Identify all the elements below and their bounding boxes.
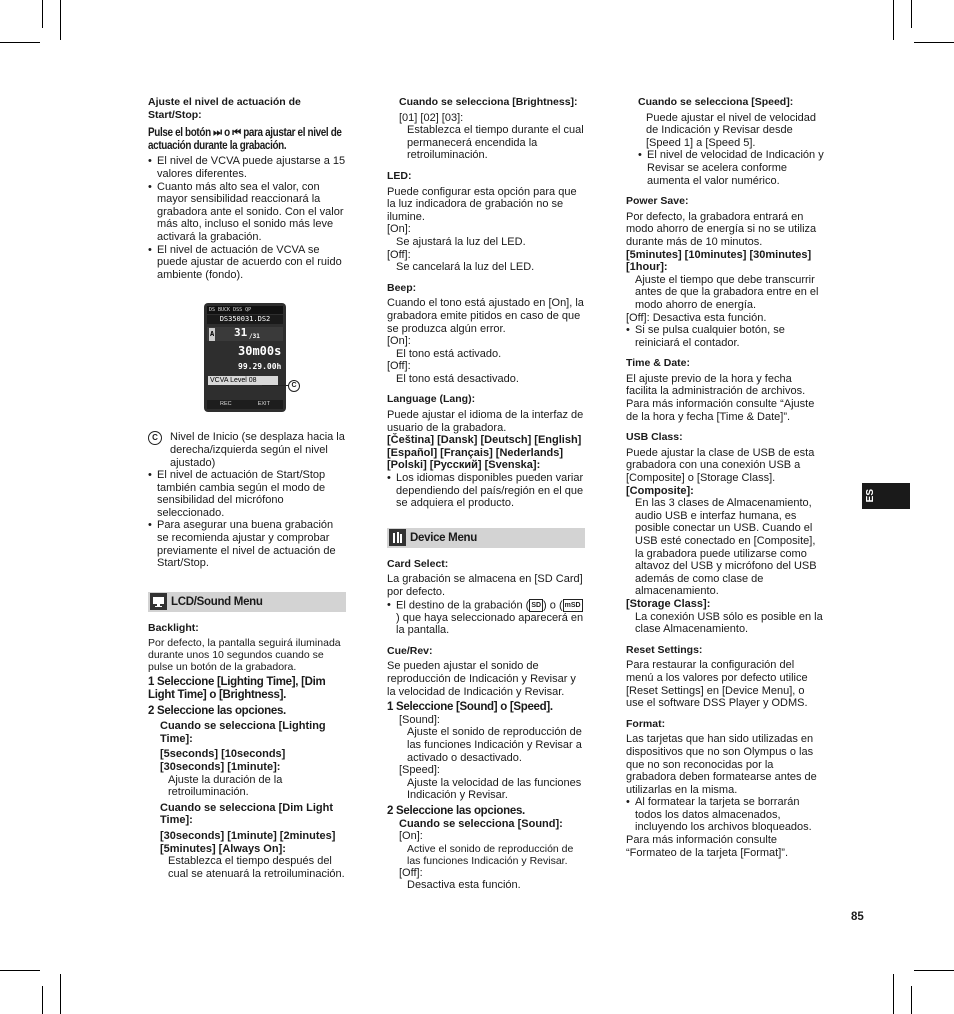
crop-mark	[60, 974, 61, 1014]
sound-off-label: [Off]:	[399, 866, 423, 879]
heading-led: LED:	[387, 169, 412, 182]
power-text: Por defecto, la grabadora entrará en modo ahorro de energía si no se utiliza durante más de 10 minutos.	[626, 210, 817, 248]
format-text: Las tarjetas que han sido utilizadas en dispositivos que no son Olympus o las que no son reconocidas por la grabadora deben formatearse antes de utilizarlas en la misma.	[626, 733, 817, 796]
heading-beep: Beep:	[387, 281, 417, 294]
dim-description: Establezca el tiempo después del cual se atenuará la retroiluminación.	[168, 855, 345, 880]
monitor-icon	[150, 593, 167, 610]
list-item: • El nivel de actuación de VCVA se puede ajustar de acuerdo con el ruido ambiente (fondo).	[148, 244, 346, 282]
led-on-label: [On]:	[387, 223, 411, 236]
time-text: El ajuste previo de la hora y fecha facilita la administración de archivos. Para más información consulte “Ajuste de la hora y fecha [Time & Date]”.	[626, 372, 815, 423]
speed-label: [Speed]:	[399, 764, 440, 777]
beep-on-desc: El tono está activado.	[396, 347, 502, 360]
lcd-vcva-level: VCVA Level 08	[208, 376, 278, 385]
callout-c-icon: C	[148, 431, 162, 445]
section-title: Device Menu	[410, 531, 478, 544]
speed-description: Ajuste la velocidad de las funciones Indicación y Revisar.	[407, 776, 582, 802]
step-1: 1 Seleccione [Sound] o [Speed].	[387, 701, 553, 714]
callout-text: Nivel de Inicio (se desplaza hacia la derecha/izquierda según el nivel ajustado)	[170, 431, 345, 469]
format-more: Para más información consulte “Formateo de la tarjeta [Format]”.	[626, 834, 788, 859]
crop-mark	[911, 0, 912, 28]
heading-power-save: Power Save:	[626, 195, 689, 208]
section-header-lcd-sound	[148, 592, 346, 612]
list-item: • El nivel de VCVA puede ajustarse a 15 valores diferentes.	[148, 155, 346, 180]
language-options: [Čeština] [Dansk] [Deutsch] [English] [Español] [Français] [Nederlands] [Polski] [Русский] [Svenska]:	[387, 434, 582, 472]
heading-startstop: Ajuste el nivel de actuación de Start/Stop:	[148, 96, 301, 121]
page-number: 85	[851, 911, 864, 923]
sound-label: [Sound]:	[399, 713, 440, 726]
language-text: Puede ajustar el idioma de la interfaz de usuario de la grabadora.	[387, 409, 584, 434]
heading-lighting-time: Cuando se selecciona [Lighting Time]:	[160, 720, 326, 745]
heading-card-select: Card Select:	[387, 557, 449, 570]
bullet-list	[626, 796, 824, 834]
section-title: LCD/Sound Menu	[171, 595, 263, 608]
usb-text: Puede ajustar la clase de USB de esta grabadora con una conexión USB a [Composite] o [Storage Class].	[626, 446, 815, 485]
led-text: Puede configurar esta opción para que la luz indicadora de grabación no se ilumine.	[387, 185, 577, 223]
press-instruction: Pulse el botón ⏭ o ⏮ para ajustar el nivel de actuación durante la grabación.	[148, 127, 342, 152]
section-header-device	[387, 528, 585, 548]
column-1	[148, 96, 346, 880]
list-item: • Al formatear la tarjeta se borrarán todos los datos almacenados, incluyendo los archivos bloqueados.	[626, 796, 824, 834]
crop-mark	[914, 42, 954, 43]
sound-description: Ajuste el sonido de reproducción de las funciones Indicación y Revisar a activado o desactivado.	[407, 726, 582, 764]
heading-usb-class: USB Class:	[626, 431, 683, 444]
list-item: • Si se pulsa cualquier botón, se reiniciará el contador.	[626, 324, 824, 349]
card-text: La grabación se almacena en [SD Card] por defecto.	[387, 573, 583, 598]
bullet-list	[387, 599, 585, 637]
lcd-elapsed-time: 30m00s	[238, 344, 282, 359]
led-off-label: [Off]:	[387, 248, 411, 261]
dim-options: [30seconds] [1minute] [2minutes] [5minutes] [Always On]:	[160, 829, 336, 855]
crop-mark	[0, 970, 40, 971]
lcd-filename: DS350031.DS2	[207, 315, 283, 324]
lcd-footer	[207, 400, 283, 409]
list-item: • El nivel de actuación de Start/Stop también cambia según el modo de sensibilidad del micrófono seleccionado.	[148, 469, 346, 519]
microsd-card-icon: mSD	[563, 599, 583, 612]
beep-off-label: [Off]:	[387, 360, 411, 373]
crop-mark	[60, 0, 61, 40]
crop-mark	[42, 986, 43, 1014]
crop-mark	[0, 42, 40, 43]
sound-on-label: [On]:	[399, 830, 423, 843]
composite-description: En las 3 clases de Almacenamiento, audio USB e interfaz humana, es posible conectar un USB. Cuando el USB esté conectado en [Composite], la grabadora puede utilizarse como altavoz del USB y micrófono del USB además de como clase de almacenamiento.	[635, 497, 817, 598]
heading-format: Format:	[626, 717, 666, 730]
crop-mark	[914, 970, 954, 971]
step-2: 2 Seleccione las opciones.	[148, 704, 286, 717]
callout-c-icon: C	[288, 380, 300, 392]
bullet-list	[626, 149, 824, 187]
heading-reset: Reset Settings:	[626, 643, 703, 656]
lcd-foot-left: REC	[220, 401, 232, 408]
tools-icon	[389, 529, 406, 546]
card-bullet-text: ) que haya seleccionado aparecerá en la pantalla.	[396, 611, 584, 637]
heading-brightness: Cuando se selecciona [Brightness]:	[399, 96, 578, 108]
brightness-options: [01] [02] [03]:	[399, 111, 464, 124]
bullet-list	[626, 324, 824, 349]
lcd-screen-illustration	[204, 303, 304, 413]
beep-text: Cuando el tono está ajustado en [On], la grabadora emite pitidos en caso de que se produzca algún error.	[387, 297, 584, 335]
heading-sound-select: Cuando se selecciona [Sound]:	[399, 817, 563, 830]
lcd-file-total: /31	[249, 333, 260, 341]
language-tab-label: ES	[865, 489, 876, 503]
lighting-options: [5seconds] [10seconds] [30seconds] [1minute]:	[160, 748, 286, 773]
crop-mark	[893, 974, 894, 1014]
lcd-status-bar: DS BUCK DSS QP	[207, 306, 283, 314]
heading-cue-rev: Cue/Rev:	[387, 644, 433, 657]
power-off: [Off]: Desactiva esta función.	[626, 311, 767, 324]
list-item: • Para asegurar una buena grabación se recomienda ajustar y comprobar previamente el nivel de actuación de Start/Stop.	[148, 519, 346, 569]
list-item: • Cuanto más alto sea el valor, con mayor sensibilidad reaccionará la grabadora ante el sonido. Con el valor más alto, incluso el sonido más leve activará la grabación.	[148, 181, 346, 244]
crop-mark	[893, 0, 894, 40]
column-2	[387, 96, 585, 892]
step-1: 1 Seleccione [Lighting Time], [Dim Light Time] o [Brightness].	[148, 676, 326, 702]
storage-label: [Storage Class]:	[626, 597, 711, 610]
crop-mark	[42, 0, 43, 28]
card-bullet-text: ) o (	[543, 599, 563, 611]
power-description: Ajuste el tiempo que debe transcurrir antes de que la grabadora entre en el modo ahorro de energía.	[635, 273, 819, 311]
heading-dim-light: Cuando se selecciona [Dim Light Time]:	[160, 801, 333, 827]
brightness-description: Establezca el tiempo durante el cual permanecerá encendida la retroiluminación.	[407, 124, 584, 162]
backlight-text: Por defecto, la pantalla seguirá iluminada durante unos 10 segundos cuando se pulse un botón de la grabadora.	[148, 637, 341, 674]
heading-language: Language (Lang):	[387, 393, 476, 406]
beep-off-desc: El tono está desactivado.	[396, 372, 519, 385]
lcd-foot-right: EXIT	[257, 401, 270, 408]
bullet-list	[387, 472, 585, 510]
step-2: 2 Seleccione las opciones.	[387, 804, 525, 817]
led-off-desc: Se cancelará la luz del LED.	[396, 261, 535, 274]
heading-time-date: Time & Date:	[626, 357, 690, 370]
lcd-folder: A	[209, 328, 215, 341]
lcd-display	[204, 303, 286, 412]
lcd-remaining-time: 99.29.00h	[238, 362, 282, 372]
sound-off-desc: Desactiva esta función.	[407, 879, 521, 892]
led-on-desc: Se ajustará la luz del LED.	[396, 235, 526, 248]
bullet-list	[148, 469, 346, 570]
card-bullet-text: El destino de la grabación (	[396, 599, 530, 611]
column-3	[626, 96, 824, 859]
list-item	[387, 599, 585, 637]
storage-description: La conexión USB sólo es posible en la clase Almacenamiento.	[635, 610, 823, 636]
list-item: • Los idiomas disponibles pueden variar dependiendo del país/región en el que se adquiera el producto.	[387, 472, 585, 510]
callout-description	[148, 431, 346, 469]
crop-mark	[911, 986, 912, 1014]
reset-text: Para restaurar la configuración del menú a los valores por defecto utilice [Reset Settings] en [Device Menu], o use el software DSS Player y ODMS.	[626, 659, 808, 710]
lighting-description: Ajuste la duración de la retroiluminación.	[168, 773, 283, 799]
sd-card-icon: SD	[529, 599, 543, 612]
list-item: • El nivel de velocidad de Indicación y Revisar se acelera conforme aumenta el valor numérico.	[638, 149, 824, 187]
lcd-file-number: 31	[234, 326, 248, 340]
language-tab	[862, 483, 910, 509]
callout-line	[262, 385, 288, 386]
cue-text: Se pueden ajustar el sonido de reproducción de Indicación y Revisar y la velocidad de Indicación y Revisar.	[387, 660, 576, 698]
heading-speed-select: Cuando se selecciona [Speed]:	[638, 96, 794, 108]
composite-label: [Composite]:	[626, 484, 694, 497]
sound-on-desc: Active el sonido de reproducción de las funciones Indicación y Revisar.	[407, 842, 574, 867]
heading-backlight: Backlight:	[148, 621, 199, 634]
bullet-list	[148, 155, 346, 281]
beep-on-label: [On]:	[387, 335, 411, 348]
power-options: [5minutes] [10minutes] [30minutes] [1hour]:	[626, 248, 812, 274]
speed-description: Puede ajustar el nivel de velocidad de Indicación y Revisar desde [Speed 1] a [Speed 5].	[646, 111, 817, 149]
